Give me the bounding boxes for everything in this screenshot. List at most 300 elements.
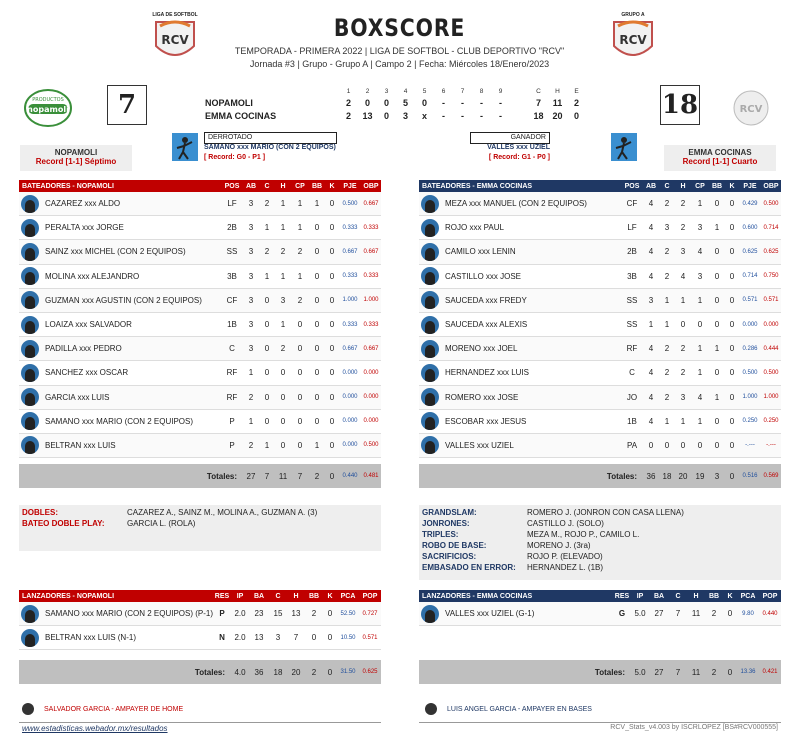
table-row [19, 216, 381, 240]
player-name: SAINZ xxx MICHEL (CON 2 EQUIPOS) [45, 247, 186, 257]
player-avatar-icon [421, 412, 439, 430]
inning-score: 0 [364, 97, 370, 108]
stat-cell: 3B [627, 271, 637, 281]
table-header [419, 590, 781, 602]
inning-score: 2 [345, 97, 351, 108]
total-cell: 0 [329, 471, 335, 481]
inning-score: - [461, 97, 464, 108]
stat-cell: 2 [664, 368, 670, 378]
column-header: POS [624, 182, 640, 190]
stat-cell: 3 [248, 223, 254, 233]
stat-cell: 0 [297, 440, 303, 450]
total-cell: 2 [314, 471, 320, 481]
stat-cell: 1 [714, 344, 720, 354]
stat-cell: 1 [664, 320, 670, 330]
stat-cell: 1 [664, 416, 670, 426]
note-value: GARCIA L. (ROLA) [127, 519, 196, 528]
column-header: OBP [763, 182, 779, 190]
linescore-table [205, 86, 586, 122]
table-header [419, 180, 781, 192]
stat-cell: 0.000 [342, 369, 358, 376]
stat-cell: 0.250 [763, 418, 779, 425]
stat-cell: 4 [648, 199, 654, 209]
stat-cell: 3 [248, 271, 254, 281]
player-avatar-icon [21, 267, 39, 285]
stat-cell: 1.000 [363, 297, 379, 304]
note-key: JONRONES: [422, 519, 470, 528]
stat-cell: 1 [714, 392, 720, 402]
stat-cell: 1 [297, 271, 303, 281]
stat-cell: 0 [329, 344, 335, 354]
column-header: K [329, 182, 335, 190]
total-cell: 18 [273, 667, 283, 677]
table-row [19, 434, 381, 458]
stat-cell: 1 [697, 199, 703, 209]
base-umpire [425, 703, 592, 715]
stat-cell: 0.714 [763, 224, 779, 231]
stat-cell: 0 [714, 440, 720, 450]
stat-cell: 0.500 [342, 200, 358, 207]
stat-cell: 0 [329, 392, 335, 402]
inning-header: 8 [479, 87, 484, 95]
stat-cell: 0 [729, 223, 735, 233]
stat-cell: 0 [714, 416, 720, 426]
table-row [419, 434, 781, 458]
stat-cell: 0.667 [363, 200, 379, 207]
stat-cell: 2B [627, 247, 637, 257]
stat-cell: 0 [280, 392, 286, 402]
stat-cell: 4 [697, 247, 703, 257]
stat-cell: 0 [314, 223, 320, 233]
stat-cell: 0 [314, 247, 320, 257]
stat-cell: CF [626, 199, 638, 209]
inning-score: 0 [383, 110, 389, 121]
table-row [19, 313, 381, 337]
base-umpire-name: LUIS ANGEL GARCIA - AMPAYER EN BASES [447, 705, 592, 713]
stat-cell: 2 [264, 199, 270, 209]
inning-header: 5 [422, 87, 427, 95]
season-info: TEMPORADA - PRIMERA 2022 | LIGA DE SOFTBOL - CLUB DEPORTIVO "RCV" [234, 46, 565, 56]
stat-cell: 2 [680, 223, 686, 233]
stat-cell: 3B [227, 271, 237, 281]
column-header: K [727, 592, 733, 600]
stat-cell: SS [626, 320, 638, 330]
stat-cell: 0 [297, 392, 303, 402]
stat-cell: 3 [248, 295, 254, 305]
column-header: C [664, 182, 670, 190]
total-cell: 11 [278, 471, 288, 481]
stat-cell: 0.571 [763, 297, 779, 304]
stat-cell: 0.000 [342, 418, 358, 425]
table-title: LANZADORES - EMMA COCINAS [422, 592, 533, 600]
table-title: BATEADORES - EMMA COCINAS [422, 182, 533, 190]
stat-cell: 0.750 [763, 273, 779, 280]
stat-cell: 0.667 [363, 248, 379, 255]
column-header: BB [711, 182, 723, 190]
stat-cell: 3 [697, 223, 703, 233]
player-avatar-icon [21, 364, 39, 382]
winner-record: [ Record: G1 - P0 ] [488, 154, 550, 161]
stat-cell: 0 [329, 199, 335, 209]
stat-cell: 3 [680, 247, 686, 257]
player-avatar-icon [21, 243, 39, 261]
table-row [419, 240, 781, 264]
stat-cell: 1 [714, 223, 720, 233]
stat-cell: 3 [697, 271, 703, 281]
stat-cell: P [229, 416, 235, 426]
stat-cell: 4 [648, 344, 654, 354]
inning-header: 2 [365, 87, 370, 95]
stat-cell: 0.333 [363, 224, 379, 231]
inning-score: - [480, 97, 483, 108]
stat-cell: 0 [697, 320, 703, 330]
away-pitching-table [419, 590, 781, 684]
stat-cell: 0 [264, 295, 270, 305]
total-cell: 0.625 [362, 669, 378, 675]
version-text: RCV_Stats_v4.003 by ISCRLOPEZ [BS#RCV000555] [610, 724, 778, 731]
table-header [19, 180, 381, 192]
stat-cell: SS [226, 247, 238, 257]
column-header: POP [762, 592, 778, 600]
stat-cell: JO [626, 392, 638, 402]
total-cell: 0.569 [763, 473, 779, 480]
stat-cell: 4 [680, 271, 686, 281]
totals-row [419, 660, 781, 684]
column-header: C [264, 182, 270, 190]
stat-cell: 0.625 [763, 248, 779, 255]
inning-score: - [499, 97, 502, 108]
stat-cell: 1 [280, 199, 286, 209]
table-row [419, 313, 781, 337]
spacer [510, 96, 529, 109]
player-name: SAUCEDA xxx FREDY [445, 295, 527, 305]
stat-cell: P [219, 609, 225, 618]
player-name: SAMANO xxx MARIO (CON 2 EQUIPOS) (P-1) [45, 609, 214, 618]
table-row [19, 626, 381, 650]
inning-header: 7 [460, 87, 465, 95]
player-avatar-icon [421, 340, 439, 358]
stat-cell: 0 [729, 295, 735, 305]
stat-cell: 0.667 [363, 345, 379, 352]
stat-cell: 10.50 [340, 634, 356, 641]
column-header: POP [362, 592, 378, 600]
nopamoli-logo [23, 88, 73, 128]
emma-cocinas-logo [728, 88, 774, 128]
note-key: SACRIFICIOS: [422, 552, 477, 561]
stat-cell: 0.000 [742, 321, 758, 328]
stat-cell: 0.333 [342, 321, 358, 328]
stat-cell: LF [627, 223, 637, 233]
stat-cell: 0 [314, 271, 320, 281]
stat-cell: 0 [314, 368, 320, 378]
stat-cell: 1 [280, 271, 286, 281]
away-team-record: Record [1-1] Cuarto [682, 157, 758, 166]
note-line [22, 519, 378, 530]
inning-score: 0 [383, 97, 389, 108]
total-cell: 2 [311, 667, 317, 677]
stat-cell: 0 [314, 344, 320, 354]
table-title: BATEADORES - NOPAMOLI [22, 182, 114, 190]
losing-pitcher-box [204, 132, 337, 161]
total-cell: 0.421 [762, 669, 778, 675]
total-cell: 0 [727, 667, 733, 677]
inning-header: 6 [441, 87, 446, 95]
stat-cell: 0.333 [342, 224, 358, 231]
stat-cell: 1 [264, 440, 270, 450]
stat-cell: 0 [329, 440, 335, 450]
player-name: HERNANDEZ xxx LUIS [445, 368, 530, 378]
player-name: ROJO xxx PAUL [445, 223, 504, 233]
stat-cell: 0.250 [742, 418, 758, 425]
stat-cell: 2 [264, 247, 270, 257]
total-score: 20 [552, 110, 563, 121]
inning-score: 0 [421, 97, 427, 108]
home-umpire [22, 703, 183, 715]
stat-cell: 7 [675, 609, 681, 618]
column-header: IP [236, 592, 244, 600]
stat-cell: 0.000 [363, 394, 379, 401]
total-cell: 0 [729, 471, 735, 481]
note-line [22, 508, 378, 519]
player-name: CAZAREZ xxx ALDO [45, 199, 121, 209]
stat-cell: 0.500 [742, 369, 758, 376]
table-row [419, 410, 781, 434]
pitcher-icon [611, 133, 637, 161]
column-header: PCA [740, 592, 756, 600]
note-key: DOBLES: [22, 508, 58, 517]
page-title: BOXSCORE [333, 14, 466, 42]
player-avatar-icon [21, 291, 39, 309]
note-line [422, 563, 778, 574]
total-cell: 27 [246, 471, 256, 481]
player-name: ESCOBAR xxx JESUS [445, 416, 527, 426]
stat-cell: 1 [680, 416, 686, 426]
note-value: MORENO J. (3ra) [527, 541, 591, 550]
home-team-record: Record [1-1] Séptimo [35, 157, 117, 166]
player-avatar-icon [421, 291, 439, 309]
stat-cell: 0.333 [342, 273, 358, 280]
inning-header: 3 [384, 87, 389, 95]
stat-cell: 1 [648, 320, 654, 330]
column-header: OBP [363, 182, 379, 190]
total-cell: 7 [297, 471, 303, 481]
totals-row [419, 464, 781, 488]
stat-cell: 0.000 [363, 369, 379, 376]
note-value: ROMERO J. (JONRON CON CASA LLENA) [527, 508, 684, 517]
player-avatar-icon [21, 436, 39, 454]
total-cell: 7 [675, 667, 681, 677]
table-row [419, 265, 781, 289]
player-avatar-icon [21, 412, 39, 430]
note-value: CASTILLO J. (SOLO) [527, 519, 604, 528]
stat-cell: 4 [648, 416, 654, 426]
player-name: LOAIZA xxx SALVADOR [45, 320, 132, 330]
svg-text:RCV: RCV [619, 33, 647, 47]
player-avatar-icon [421, 316, 439, 334]
svg-text:PRODUCTOS: PRODUCTOS [32, 97, 64, 103]
stat-cell: RF [226, 368, 238, 378]
stat-cell: 1B [227, 320, 237, 330]
table-row [19, 410, 381, 434]
stat-cell: 1 [664, 295, 670, 305]
stat-cell: 1 [697, 295, 703, 305]
stat-cell: 7 [293, 633, 299, 642]
stat-cell: 0 [714, 368, 720, 378]
stat-cell: 0 [327, 609, 333, 618]
player-avatar-icon [21, 388, 39, 406]
player-avatar-icon [421, 605, 439, 623]
player-name: CASTILLO xxx JOSE [445, 271, 522, 281]
stat-cell: 3 [248, 247, 254, 257]
stat-cell: 0 [729, 368, 735, 378]
stat-cell: 0 [714, 271, 720, 281]
player-name: GARCIA xxx LUIS [45, 392, 110, 402]
player-avatar-icon [421, 267, 439, 285]
totals-row [19, 660, 381, 684]
inning-score: 5 [402, 97, 408, 108]
player-name: SAUCEDA xxx ALEXIS [445, 320, 528, 330]
stat-cell: 4 [648, 368, 654, 378]
stat-cell: 4 [697, 392, 703, 402]
inning-score: - [442, 97, 445, 108]
stat-cell: 0 [280, 440, 286, 450]
stat-cell: 0 [314, 392, 320, 402]
away-score: 18 [660, 85, 700, 125]
stat-cell: 0.500 [763, 200, 779, 207]
stat-cell: N [219, 633, 225, 642]
stat-cell: 0 [729, 344, 735, 354]
stat-cell: 2.0 [234, 609, 246, 618]
player-avatar-icon [421, 243, 439, 261]
loser-record: [ Record: G0 - P1 ] [204, 154, 266, 161]
stat-cell: 27 [654, 609, 664, 618]
note-key: BATEO DOBLE PLAY: [22, 519, 105, 528]
stat-cell: -.--- [766, 442, 776, 449]
results-link[interactable]: www.estadisticas.webador.mx/resultados [22, 724, 168, 733]
stat-cell: 0 [648, 440, 654, 450]
inning-score: x [421, 110, 427, 121]
note-key: EMBASADO EN ERROR: [422, 563, 516, 572]
table-row [419, 602, 781, 626]
stat-cell: 0 [280, 416, 286, 426]
stat-cell: 0 [329, 416, 335, 426]
table-row [419, 216, 781, 240]
player-name: PERALTA xxx JORGE [45, 223, 124, 233]
column-header: H [293, 592, 299, 600]
player-avatar-icon [421, 219, 439, 237]
note-line [422, 552, 778, 563]
player-name: SANCHEZ xxx OSCAR [45, 368, 129, 378]
column-header: PCA [340, 592, 356, 600]
totals-label: Totales: [606, 471, 637, 481]
stat-cell: 11 [691, 609, 701, 618]
stat-cell: C [229, 344, 235, 354]
stat-cell: 0.667 [342, 345, 358, 352]
table-row [19, 386, 381, 410]
stat-cell: 2 [664, 271, 670, 281]
inning-score: - [442, 110, 445, 121]
stat-cell: G [618, 609, 626, 618]
column-header: AB [645, 182, 657, 190]
column-header: CP [295, 182, 305, 190]
total-score: 0 [573, 110, 579, 121]
stat-cell: 2 [664, 247, 670, 257]
stat-cell: 0 [264, 320, 270, 330]
total-cell: 31.50 [340, 669, 356, 675]
spacer [510, 86, 529, 96]
stat-cell: 0.625 [742, 248, 758, 255]
stat-cell: 0.286 [742, 345, 758, 352]
totals-row [19, 464, 381, 488]
stat-cell: 2 [248, 392, 254, 402]
stat-cell: 0.000 [342, 442, 358, 449]
column-header: H [680, 182, 686, 190]
linescore-home-name: NOPAMOLI [205, 97, 253, 108]
column-header: BB [708, 592, 720, 600]
home-team-name: NOPAMOLI [54, 148, 98, 157]
player-avatar-icon [21, 195, 39, 213]
total-cell: 0.440 [342, 473, 358, 480]
away-team-box [664, 145, 776, 171]
stat-cell: 1 [264, 223, 270, 233]
totals-label: Totales: [206, 471, 237, 481]
stat-cell: 0.000 [763, 321, 779, 328]
total-score: 2 [573, 97, 579, 108]
stat-cell: 4 [648, 247, 654, 257]
total-cell: 18 [662, 471, 672, 481]
column-header: PJE [743, 182, 757, 190]
column-header: C [275, 592, 281, 600]
stat-cell: 0 [729, 440, 735, 450]
stat-cell: 2 [248, 440, 254, 450]
stat-cell: 0.727 [362, 610, 378, 617]
stat-cell: 0.714 [742, 273, 758, 280]
note-line [422, 541, 778, 552]
player-avatar-icon [21, 605, 39, 623]
table-row [419, 289, 781, 313]
total-header: C [536, 87, 541, 95]
stat-cell: 0 [329, 368, 335, 378]
stat-cell: 0 [264, 416, 270, 426]
inning-header: 1 [346, 87, 351, 95]
stat-cell: 2 [711, 609, 717, 618]
stat-cell: 13 [291, 609, 301, 618]
total-cell: 36 [254, 667, 264, 677]
stat-cell: 1 [297, 223, 303, 233]
stat-cell: 0 [311, 633, 317, 642]
total-cell: 4.0 [234, 667, 246, 677]
game-info: Jornada #3 | Grupo - Grupo A | Campo 2 | Fecha: Miércoles 18/Enero/2023 [249, 59, 550, 69]
stat-cell: C [629, 368, 635, 378]
away-notes [419, 505, 781, 580]
stat-cell: SS [626, 295, 638, 305]
stat-cell: 0 [314, 320, 320, 330]
total-cell: 0.481 [363, 473, 379, 480]
stat-cell: 0 [329, 223, 335, 233]
note-line [422, 508, 778, 519]
umpire-icon [425, 703, 437, 715]
player-avatar-icon [421, 436, 439, 454]
column-header: C [675, 592, 681, 600]
svg-text:RCV: RCV [739, 104, 763, 115]
stat-cell: 1 [280, 320, 286, 330]
inning-header: 9 [498, 87, 503, 95]
stat-cell: 1B [627, 416, 637, 426]
stat-cell: 0 [314, 295, 320, 305]
column-header: BB [311, 182, 323, 190]
stat-cell: 0.444 [763, 345, 779, 352]
player-name: ROMERO xxx JOSE [445, 392, 519, 402]
